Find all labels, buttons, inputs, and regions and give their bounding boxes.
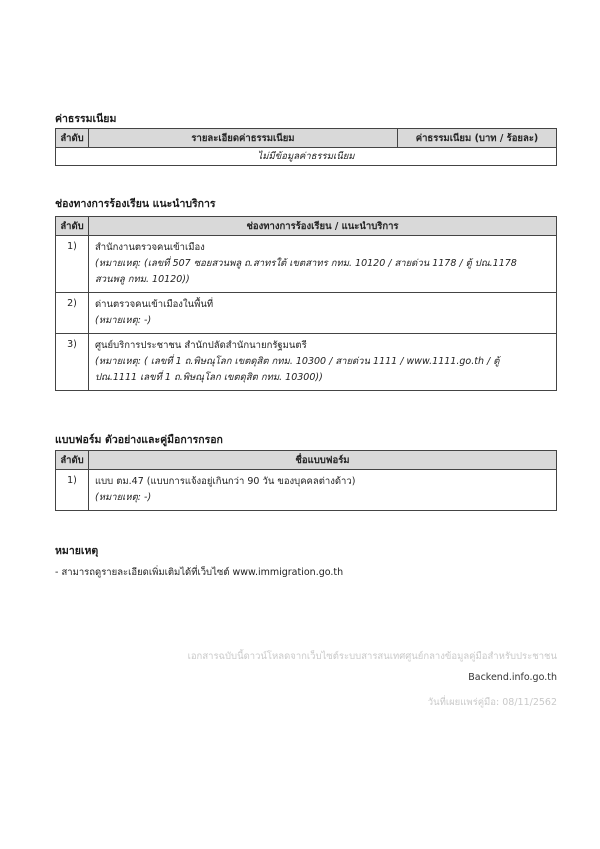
fees-empty-text: ไม่มีข้อมูลค่าธรรมเนียม <box>56 148 557 166</box>
fees-section-title: ค่าธรรมเนียม <box>55 113 117 125</box>
row-number: 1) <box>56 236 89 293</box>
channels-header-channel: ช่องทางการร้องเรียน / แนะนำบริการ <box>89 217 557 236</box>
channel-name: ศูนย์บริการประชาชน สำนักปลัดสำนักนายกรัฐมนตรี <box>95 340 307 351</box>
channel-note: (หมายเหตุ: -) <box>95 315 152 326</box>
channels-table <box>55 216 557 391</box>
forms-header-order: ลำดับ <box>56 451 89 470</box>
fees-header-order: ลำดับ <box>56 129 89 148</box>
form-note: (หมายเหตุ: -) <box>95 492 152 503</box>
fees-table <box>55 128 557 166</box>
channel-cell <box>89 334 557 391</box>
channel-name: สำนักงานตรวจคนเข้าเมือง <box>95 242 205 253</box>
forms-header-row <box>56 451 557 470</box>
channel-name: ด่านตรวจคนเข้าเมืองในพื้นที่ <box>95 299 214 310</box>
form-cell <box>89 470 557 511</box>
row-number: 3) <box>56 334 89 391</box>
channel-note: (หมายเหตุ: ( เลขที่ 1 ถ.พิษณุโลก เขตดุสิต กทม. 10300 / สายด่วน 1111 / www.1111.go.th / ตู้ <box>95 356 500 367</box>
fees-header-detail: รายละเอียดค่าธรรมเนียม <box>89 129 398 148</box>
row-number: 2) <box>56 293 89 334</box>
channel-note-cont: สวนพลู กทม. 10120)) <box>95 274 190 285</box>
form-name: แบบ ตม.47 (แบบการแจ้งอยู่เกินกว่า 90 วัน ของบุคคลต่างด้าว) <box>95 476 356 487</box>
channels-header-order: ลำดับ <box>56 217 89 236</box>
table-row <box>56 334 557 391</box>
footer-publish-date: วันที่เผยแพร่คู่มือ: 08/11/2562 <box>427 697 557 708</box>
table-row <box>56 470 557 511</box>
channel-note-cont: ปณ.1111 เลขที่ 1 ถ.พิษณุโลก เขตดุสิต กทม. 10300)) <box>95 372 323 383</box>
footer-download-note: เอกสารฉบับนี้ดาวน์โหลดจากเว็บไซต์ระบบสารสนเทศศูนย์กลางข้อมูลคู่มือสำหรับประชาชน <box>187 651 557 662</box>
footer-site: Backend.info.go.th <box>468 672 557 683</box>
channel-note: (หมายเหตุ: (เลขที่ 507 ซอยสวนพลู ถ.สาทรใต้ เขตสาทร กทม. 10120 / สายด่วน 1178 / ตู้ ปณ.1178 <box>95 258 517 269</box>
table-row <box>56 236 557 293</box>
channels-section-title: ช่องทางการร้องเรียน แนะนำบริการ <box>55 198 216 210</box>
remarks-title: หมายเหตุ <box>55 545 99 557</box>
remarks-text: - สามารถดูรายละเอียดเพิ่มเติมได้ที่เว็บไซต์ www.immigration.go.th <box>55 567 344 578</box>
forms-section-title: แบบฟอร์ม ตัวอย่างและคู่มือการกรอก <box>55 434 223 446</box>
forms-table <box>55 450 557 511</box>
forms-header-name: ชื่อแบบฟอร์ม <box>89 451 557 470</box>
channel-cell <box>89 293 557 334</box>
channels-header-row <box>56 217 557 236</box>
table-row <box>56 293 557 334</box>
channel-cell <box>89 236 557 293</box>
row-number: 1) <box>56 470 89 511</box>
fees-header-row <box>56 129 557 148</box>
fees-empty-row <box>56 148 557 166</box>
fees-header-amount: ค่าธรรมเนียม (บาท / ร้อยละ) <box>398 129 557 148</box>
